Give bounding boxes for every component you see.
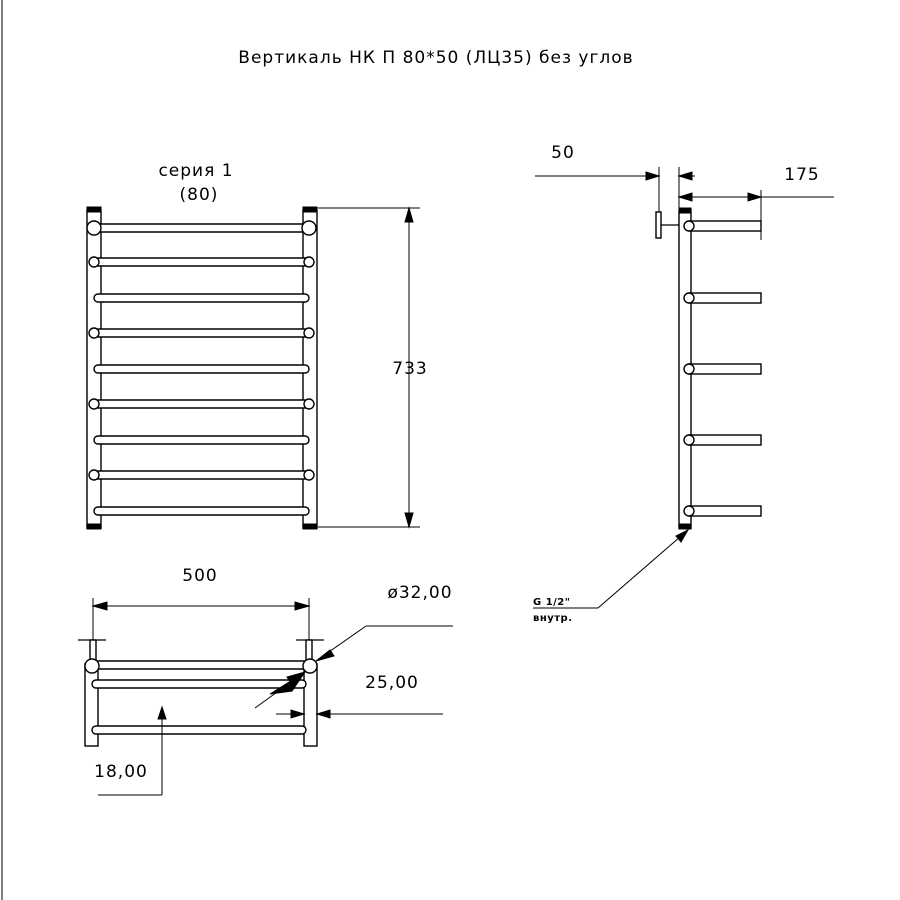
side-post-bottom-cap	[679, 524, 691, 529]
front-rung	[94, 294, 309, 302]
rung-fitting	[304, 328, 314, 338]
right-post-bottom-cap	[303, 524, 317, 529]
side-rungs	[684, 221, 761, 516]
rung-fitting	[89, 399, 99, 409]
thread-type-label: внутр.	[533, 613, 573, 624]
rung-fitting	[302, 221, 316, 235]
series-label: серия 1	[158, 161, 234, 181]
top-right-post-head	[303, 659, 317, 673]
front-rung	[94, 365, 309, 373]
top-view	[78, 566, 453, 795]
thread-leader-line	[598, 530, 688, 608]
front-rung	[94, 224, 309, 232]
rung-fitting	[87, 221, 101, 235]
side-rung	[689, 221, 761, 231]
left-post-bottom-cap	[87, 524, 101, 529]
front-rungs	[87, 221, 316, 515]
offset-arrow-right	[679, 172, 692, 180]
depth-arrow-left	[679, 193, 692, 201]
side-view	[533, 143, 834, 624]
side-rung	[689, 435, 761, 445]
side-rung	[689, 364, 761, 374]
depth-arrow-right	[748, 193, 761, 201]
front-rung	[94, 471, 309, 479]
width-arrow-left	[93, 602, 107, 610]
front-rung	[94, 507, 309, 515]
offset-arrow-left	[646, 172, 659, 180]
rung-fitting	[304, 399, 314, 409]
top-left-post-head	[85, 659, 99, 673]
side-rung-end	[684, 435, 694, 445]
side-rung	[689, 293, 761, 303]
rail-dimension-label: 25,00	[365, 673, 419, 693]
side-rung-end	[684, 293, 694, 303]
side-rung-end	[684, 364, 694, 374]
diameter-dimension-label: ø32,00	[387, 583, 453, 603]
rung-fitting	[89, 328, 99, 338]
left-post-top-cap	[87, 207, 101, 212]
thread-size-label: G 1/2"	[533, 597, 571, 608]
top-rung-1	[88, 661, 310, 669]
depth-dimension-label: 175	[784, 165, 820, 185]
rung-fitting	[89, 470, 99, 480]
height-arrow-top	[405, 208, 413, 222]
offset-dimension-label: 50	[551, 143, 575, 163]
front-view	[87, 161, 428, 529]
side-rung	[689, 506, 761, 516]
series-number-label: (80)	[179, 185, 219, 205]
front-rung	[94, 436, 309, 444]
front-rung	[94, 329, 309, 337]
rung-fitting	[304, 257, 314, 267]
right-post-top-cap	[303, 207, 317, 212]
side-post-top-cap	[679, 208, 691, 213]
top-rung-2	[92, 680, 306, 688]
width-arrow-right	[295, 602, 309, 610]
top-right-post	[304, 664, 317, 746]
rung-fitting	[304, 470, 314, 480]
rail-arrow-right	[317, 710, 330, 718]
drawing-title: Вертикаль НК П 80*50 (ЛЦ35) без углов	[238, 48, 634, 68]
front-rung	[94, 258, 309, 266]
side-rung-end	[684, 506, 694, 516]
width-dimension-label: 500	[182, 566, 218, 586]
wall-mount-plate	[656, 212, 661, 238]
rail-arrow-left	[291, 710, 304, 718]
top-rung-3	[92, 726, 306, 734]
spacing-arrow	[158, 707, 166, 719]
height-dimension-label: 733	[392, 359, 428, 379]
front-rung	[94, 400, 309, 408]
thread-leader-arrow	[676, 530, 688, 542]
diameter-arrow-upper	[316, 650, 334, 661]
side-rung-end	[684, 221, 694, 231]
height-arrow-bottom	[405, 513, 413, 527]
spacing-dimension-label: 18,00	[94, 762, 148, 782]
rung-fitting	[89, 257, 99, 267]
